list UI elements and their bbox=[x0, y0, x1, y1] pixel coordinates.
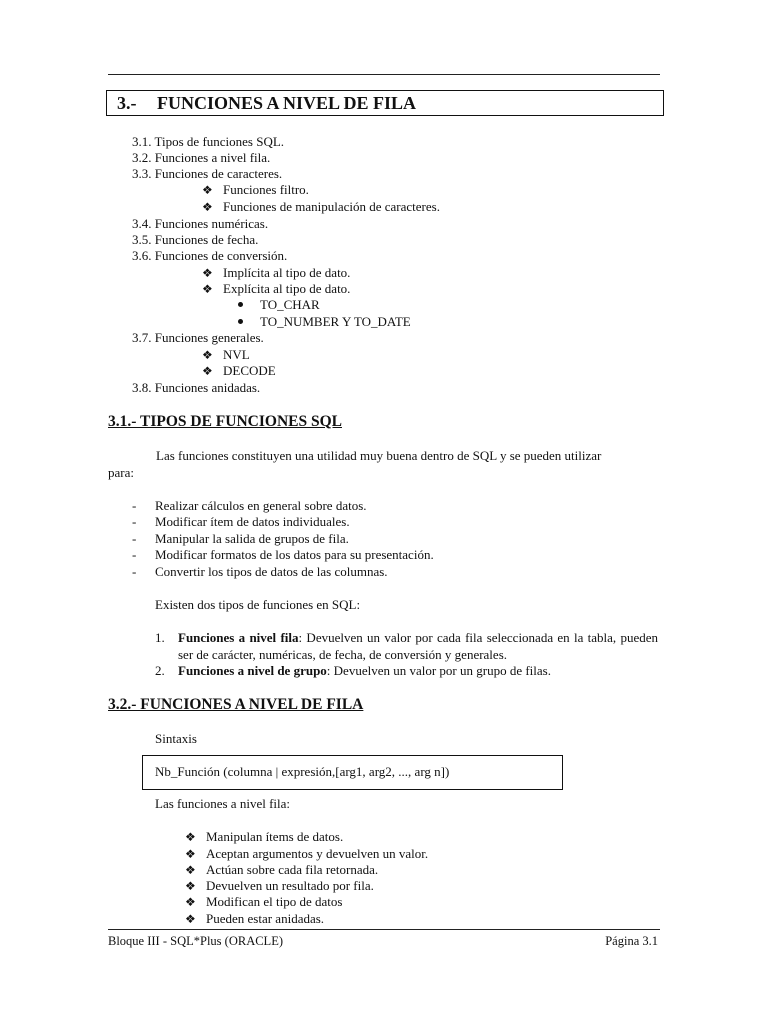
function-type-desc: : Devuelven un valor por un grupo de filas. bbox=[326, 663, 551, 678]
dash-bullet: - bbox=[132, 531, 137, 546]
list-item: Convertir los tipos de datos de las columnas. bbox=[155, 564, 388, 579]
dot-bullet-icon bbox=[238, 302, 243, 307]
diamond-bullet-icon: ❖ bbox=[202, 282, 213, 296]
toc-subitem: NVL bbox=[223, 347, 250, 362]
diamond-bullet-icon: ❖ bbox=[185, 895, 196, 909]
list-item: Aceptan argumentos y devuelven un valor. bbox=[206, 846, 429, 861]
toc-subitem: Funciones filtro. bbox=[223, 182, 309, 197]
footer-left: Bloque III - SQL*Plus (ORACLE) bbox=[108, 934, 283, 948]
list-item: Manipulan ítems de datos. bbox=[206, 829, 344, 844]
dash-bullet: - bbox=[132, 564, 137, 579]
function-type-item bbox=[178, 663, 658, 680]
dot-bullet-icon bbox=[238, 319, 243, 324]
list-item: Modificar formatos de los datos para su presentación. bbox=[155, 547, 434, 562]
toc-item: 3.3. Funciones de caracteres. bbox=[132, 166, 283, 181]
syntax-label: Sintaxis bbox=[155, 731, 197, 746]
list-item: Pueden estar anidadas. bbox=[206, 911, 325, 926]
list-number: 2. bbox=[155, 663, 165, 678]
syntax-box bbox=[142, 755, 563, 790]
diamond-bullet-icon: ❖ bbox=[202, 183, 213, 197]
list-item: Actúan sobre cada fila retornada. bbox=[206, 862, 379, 877]
dash-bullet: - bbox=[132, 514, 137, 529]
intro-paragraph-cont: para: bbox=[108, 465, 134, 480]
toc-item: 3.2. Funciones a nivel fila. bbox=[132, 150, 271, 165]
diamond-bullet-icon: ❖ bbox=[185, 830, 196, 844]
toc-subitem: Explícita al tipo de dato. bbox=[223, 281, 351, 296]
diamond-bullet-icon: ❖ bbox=[185, 879, 196, 893]
diamond-bullet-icon: ❖ bbox=[202, 348, 213, 362]
list-item: Modificar ítem de datos individuales. bbox=[155, 514, 350, 529]
list-item: Modifican el tipo de datos bbox=[206, 894, 343, 909]
function-type-name: Funciones a nivel de grupo bbox=[178, 663, 327, 678]
diamond-bullet-icon: ❖ bbox=[202, 364, 213, 378]
toc-subitem: Funciones de manipulación de caracteres. bbox=[223, 199, 440, 214]
diamond-bullet-icon: ❖ bbox=[202, 200, 213, 214]
chapter-title: FUNCIONES A NIVEL DE FILA bbox=[157, 93, 417, 113]
list-item: Realizar cálculos en general sobre datos. bbox=[155, 498, 367, 513]
intro-paragraph: Las funciones constituyen una utilidad muy buena dentro de SQL y se pueden utilizar bbox=[156, 448, 602, 463]
diamond-bullet-icon: ❖ bbox=[202, 266, 213, 280]
section-heading: 3.2.- FUNCIONES A NIVEL DE FILA bbox=[108, 696, 364, 713]
list-intro: Las funciones a nivel fila: bbox=[155, 796, 291, 811]
toc-subitem: Implícita al tipo de dato. bbox=[223, 265, 351, 280]
list-item: Devuelven un resultado por fila. bbox=[206, 878, 374, 893]
diamond-bullet-icon: ❖ bbox=[185, 847, 196, 861]
types-intro: Existen dos tipos de funciones en SQL: bbox=[155, 597, 361, 612]
toc-subitem: DECODE bbox=[223, 363, 276, 378]
dash-bullet: - bbox=[132, 498, 137, 513]
diamond-bullet-icon: ❖ bbox=[185, 863, 196, 877]
syntax-text: Nb_Función (columna | expresión,[arg1, arg2, ..., arg n]) bbox=[155, 764, 450, 779]
function-type-desc: : Devuelven un valor por cada fila seleccionada en la tabla, pueden ser de carácter, numéricas, de fecha, de conversión y generales. bbox=[178, 630, 658, 662]
footer-rule bbox=[108, 929, 660, 930]
toc-item: 3.7. Funciones generales. bbox=[132, 330, 264, 345]
toc-item: 3.4. Funciones numéricas. bbox=[132, 216, 269, 231]
footer-page-number: Página 3.1 bbox=[605, 934, 658, 948]
section-heading: 3.1.- TIPOS DE FUNCIONES SQL bbox=[108, 413, 342, 430]
header-rule bbox=[108, 74, 660, 75]
list-number: 1. bbox=[155, 630, 165, 645]
diamond-bullet-icon: ❖ bbox=[185, 912, 196, 926]
toc-subsubitem: TO_NUMBER Y TO_DATE bbox=[260, 314, 411, 329]
chapter-number: 3.- bbox=[117, 93, 137, 113]
toc-item: 3.6. Funciones de conversión. bbox=[132, 248, 288, 263]
toc-item: 3.1. Tipos de funciones SQL. bbox=[132, 134, 285, 149]
chapter-heading-box bbox=[106, 90, 664, 116]
toc-item: 3.8. Funciones anidadas. bbox=[132, 380, 261, 395]
toc-subsubitem: TO_CHAR bbox=[260, 297, 320, 312]
toc-item: 3.5. Funciones de fecha. bbox=[132, 232, 259, 247]
function-type-name: Funciones a nivel fila bbox=[178, 630, 299, 645]
list-item: Manipular la salida de grupos de fila. bbox=[155, 531, 349, 546]
dash-bullet: - bbox=[132, 547, 137, 562]
function-type-item bbox=[178, 630, 658, 663]
